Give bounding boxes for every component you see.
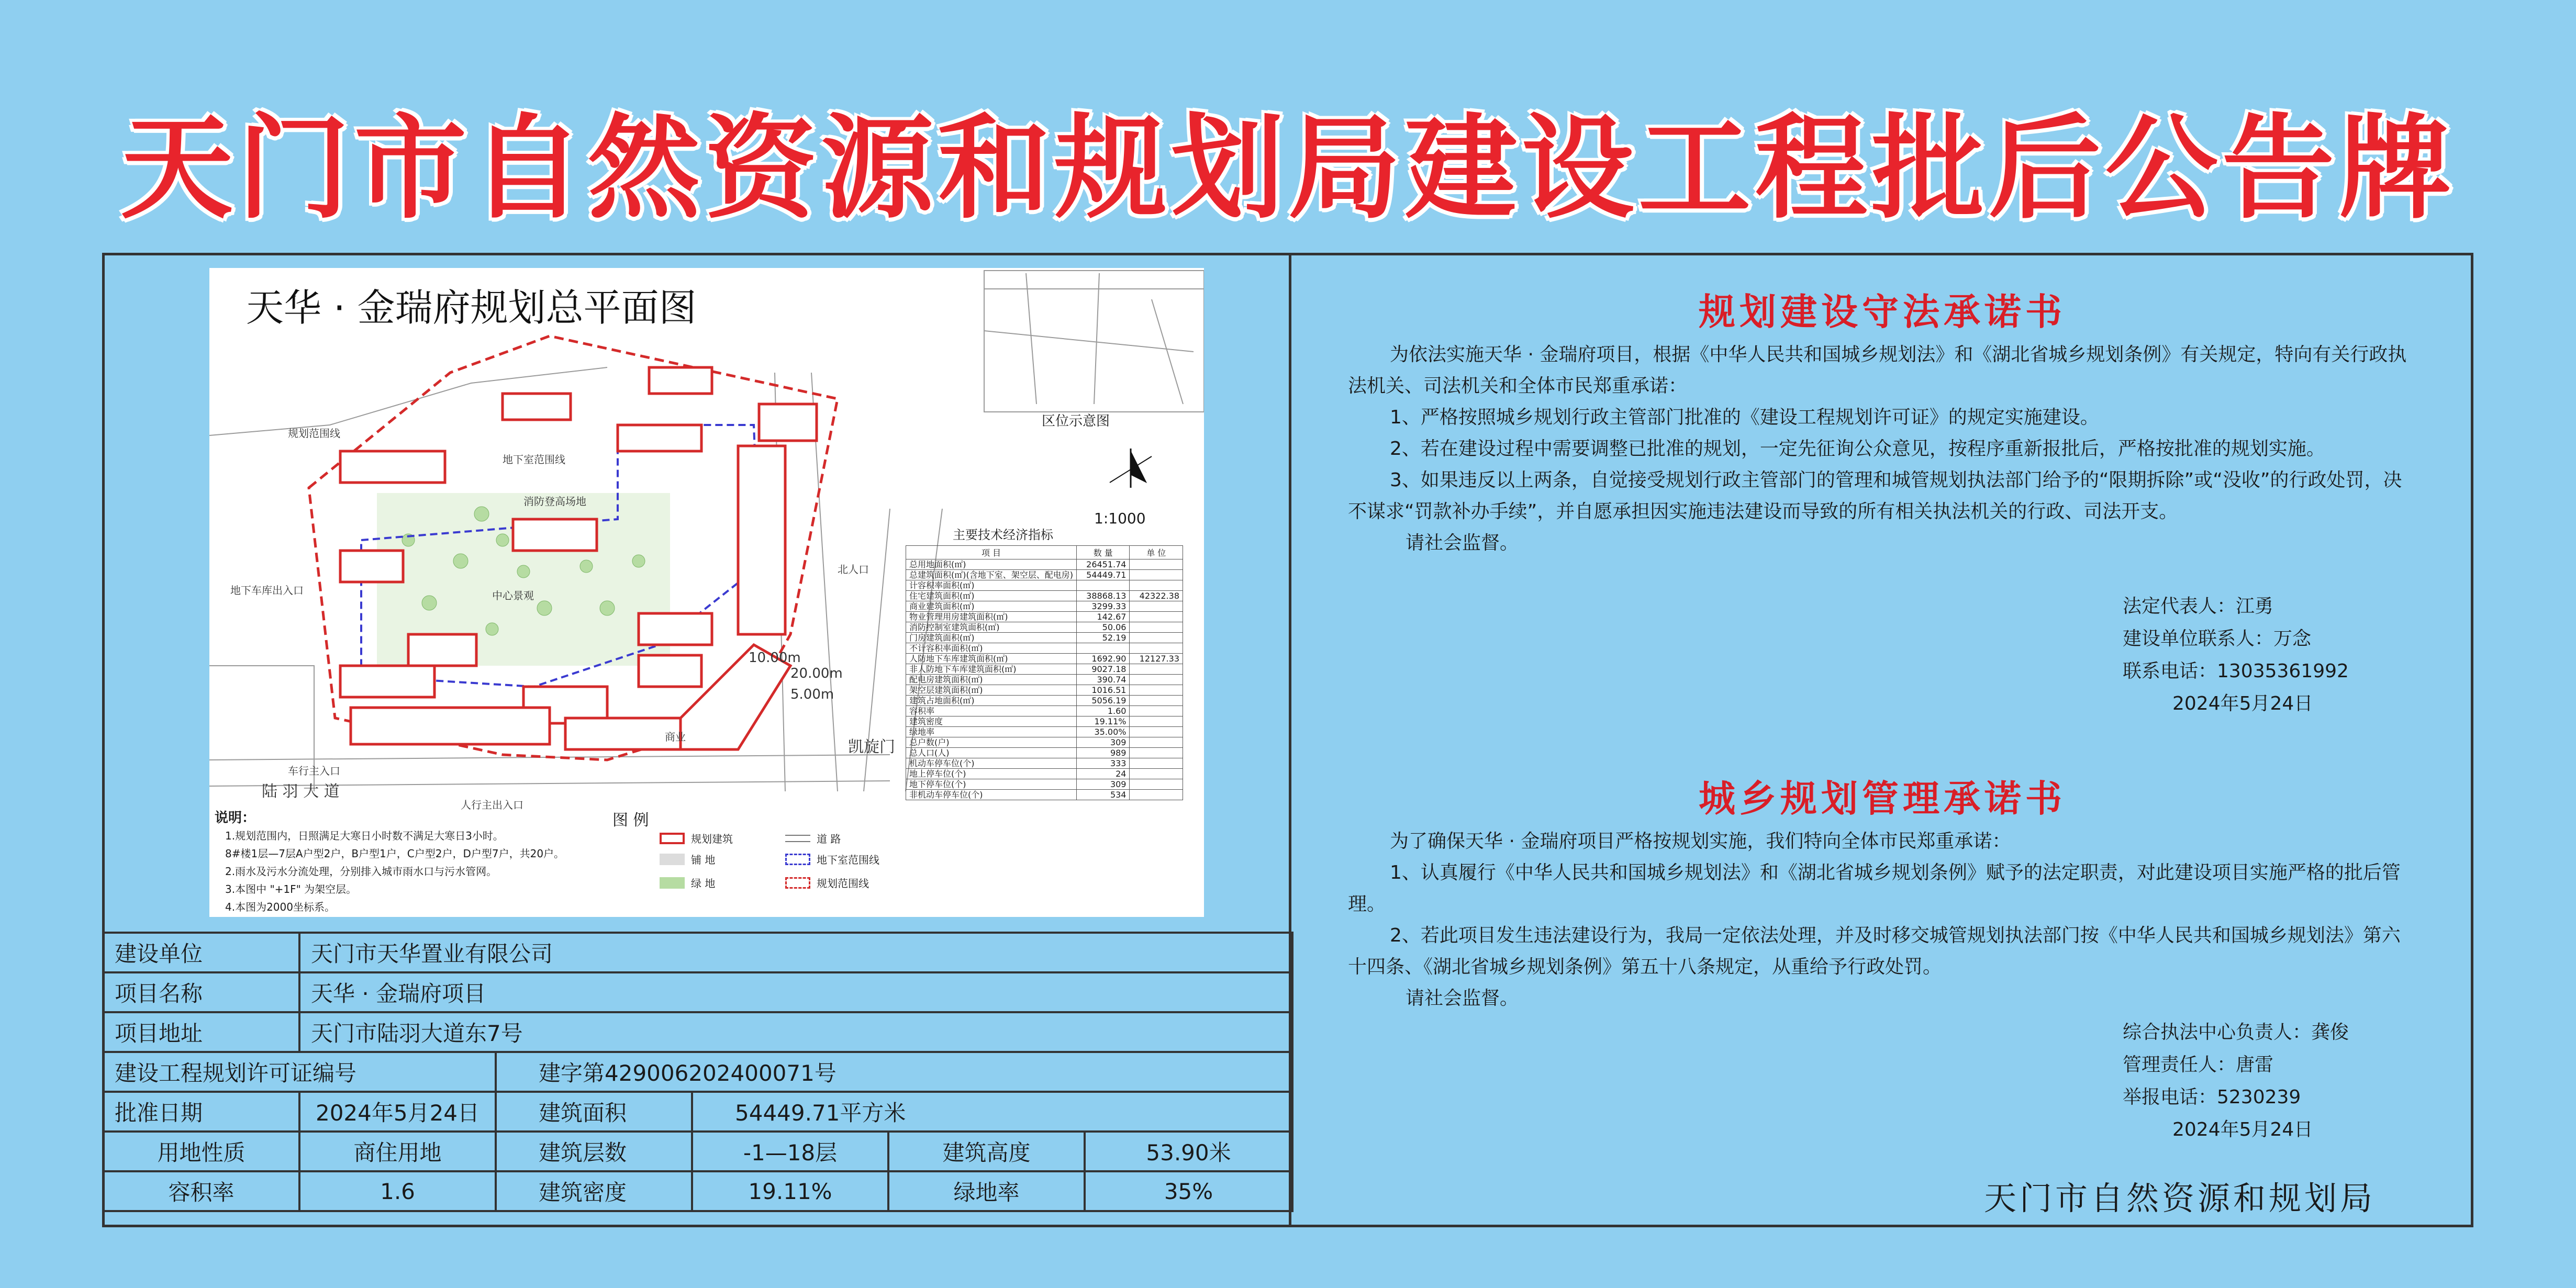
legend-item — [660, 875, 715, 890]
tree — [474, 507, 489, 521]
econ-table-row — [906, 559, 1183, 570]
info-label: 建设单位 — [103, 933, 299, 972]
econ-table-cell: 390.74 — [1076, 675, 1130, 685]
info-label: 建筑层数 — [496, 1132, 692, 1171]
legend-label: 规划范围线 — [817, 877, 869, 890]
master-plan-drawing — [209, 268, 1204, 917]
econ-table-cell — [1130, 622, 1183, 633]
pledge2-title: 城乡规划管理承诺书 — [1699, 777, 2066, 820]
econ-table-cell: 24 — [1076, 769, 1130, 779]
pledge2-paragraph: 1、认真履行《中华人民共和国城乡规划法》和《湖北省城乡规划条例》赋予的法定职责，对此建设项目实施严格的批后管理。 — [1348, 862, 2401, 915]
econ-table-row — [906, 633, 1183, 643]
econ-table-row — [906, 748, 1183, 758]
econ-table-cell: 52.19 — [1076, 633, 1130, 643]
econ-table-cell — [1130, 769, 1183, 779]
econ-table-cell: 54449.71 — [1076, 570, 1130, 580]
pledge1-sign-line: 联系电话：13035361992 — [2123, 660, 2349, 682]
note-item: 3.本图中 "+1F" 为架空层。 — [225, 883, 357, 895]
tree — [580, 560, 593, 573]
plan-label-luyu-road: 陆 羽 大 道 — [262, 782, 340, 801]
econ-table-cell: 不计容积率面积(㎡) — [906, 643, 1077, 654]
pledge1-paragraph: 请社会监督。 — [1406, 532, 1519, 554]
building — [340, 551, 403, 582]
legend-label: 地下室范围线 — [817, 854, 879, 866]
info-row-use — [103, 1132, 1292, 1171]
pledge1-paragraph: 2、若在建设过程中需要调整已批准的规划，一定先征询公众意见，按程序重新报批后，严格按批准的规划实施。 — [1390, 438, 2325, 460]
info-value-permit: 建字第429006202400071号 — [496, 1052, 1292, 1092]
econ-table-cell: 12127.33 — [1130, 654, 1183, 664]
econ-table-cell: 建筑密度 — [906, 716, 1077, 727]
econ-table-row — [906, 685, 1183, 696]
econ-table-row — [906, 580, 1183, 591]
info-value-builder: 天门市天华置业有限公司 — [299, 933, 1292, 972]
building — [649, 367, 712, 394]
plan-title: 天华 · 金瑞府规划总平面图 — [246, 286, 697, 330]
info-row-date — [103, 1092, 1292, 1132]
econ-table-row — [906, 570, 1183, 580]
building — [565, 718, 681, 749]
note-item: 8#楼1层—7层A户型2户，B户型1户，C户型2户，D户型7户，共20户。 — [225, 847, 565, 860]
project-info-table — [102, 932, 1293, 1212]
info-label: 批准日期 — [103, 1092, 299, 1132]
legend-road-swatch — [785, 835, 810, 842]
plan-label-planning: 规划范围线 — [288, 427, 340, 440]
note-item: 4.本图为2000坐标系。 — [225, 901, 335, 913]
plan-label-car-entry: 车行主入口 — [288, 765, 340, 777]
econ-table-cell: 534 — [1076, 790, 1130, 800]
legend-label: 铺 地 — [691, 854, 716, 866]
econ-table-cell: 地上停车位(个) — [906, 769, 1077, 779]
econ-table-cell: 人防地下车库建筑面积(㎡) — [906, 654, 1077, 664]
econ-header-cell: 数 量 — [1076, 546, 1130, 559]
econ-table-cell: 绿地率 — [906, 727, 1077, 737]
econ-table-cell: 333 — [1076, 758, 1130, 769]
tree — [422, 596, 437, 610]
legend-underground-swatch — [785, 854, 810, 865]
econ-table-cell — [1130, 758, 1183, 769]
econ-table-cell: 9027.18 — [1076, 664, 1130, 675]
econ-table-row — [906, 696, 1183, 706]
econ-table-cell: 50.06 — [1076, 622, 1130, 633]
econ-table-cell: 机动车停车位(个) — [906, 758, 1077, 769]
econ-table-cell: 总户数(户) — [906, 737, 1077, 748]
pledge1-sign-line: 法定代表人：江勇 — [2123, 596, 2274, 617]
pledge1-signature — [2123, 590, 2349, 720]
info-row-permit — [103, 1052, 1292, 1092]
building — [408, 634, 476, 666]
notes-list — [225, 827, 564, 916]
tree — [496, 534, 509, 546]
authority-name: 天门市自然资源和规划局 — [1984, 1179, 2376, 1217]
info-value-green: 35% — [1085, 1171, 1292, 1211]
econ-table-cell: 物业管理用房建筑面积(㎡) — [906, 612, 1077, 622]
tree — [486, 623, 498, 635]
econ-table-cell: 消防控制室建筑面积(㎡) — [906, 622, 1077, 633]
pledge1-paragraph: 3、如果违反以上两条，自觉接受规划行政主管部门的管理和城管规划执法部门给予的“限期拆除”或“没收”的行政处罚，决不谋求“罚款补办手续”，并自愿承担因实施违法建设而导致的所有相关执法机关的行政、司法开支。 — [1348, 469, 2402, 522]
pledge1-paragraph: 1、严格按照城乡规划行政主管部门批准的《建设工程规划许可证》的规定实施建设。 — [1390, 407, 2099, 428]
econ-table-cell — [1076, 643, 1130, 654]
econ-table-body — [906, 559, 1183, 800]
plan-label-dim-10: 10.00m — [749, 650, 801, 666]
info-value-density: 19.11% — [692, 1171, 888, 1211]
building — [618, 425, 701, 451]
econ-table-row — [906, 675, 1183, 685]
econ-header-cell: 单 位 — [1130, 546, 1183, 559]
econ-table-cell — [1130, 612, 1183, 622]
building — [513, 519, 597, 551]
econ-table-cell: 计容积率面积(㎡) — [906, 580, 1077, 591]
legend-planning-swatch — [785, 877, 810, 889]
econ-table-cell: 35.00% — [1076, 727, 1130, 737]
econ-header-cell: 项 目 — [906, 546, 1077, 559]
econ-table-row — [906, 612, 1183, 622]
econ-table-cell — [1130, 643, 1183, 654]
econ-table-cell: 1692.90 — [1076, 654, 1130, 664]
econ-table-cell — [1130, 748, 1183, 758]
info-label: 建筑密度 — [496, 1171, 692, 1211]
legend-label: 绿 地 — [691, 877, 716, 890]
tree — [600, 601, 615, 615]
building — [759, 404, 817, 441]
econ-table-cell: 配电房建筑面积(㎡) — [906, 675, 1077, 685]
econ-table-cell: 309 — [1076, 737, 1130, 748]
pledge2-sign-line: 管理责任人：唐雷 — [2123, 1054, 2274, 1076]
econ-table-cell — [1130, 716, 1183, 727]
building — [351, 708, 550, 744]
legend-item — [660, 852, 715, 867]
info-value-far: 1.6 — [299, 1171, 496, 1211]
econ-table-row — [906, 716, 1183, 727]
econ-table-cell — [1130, 696, 1183, 706]
econ-table-row — [906, 727, 1183, 737]
econ-table-cell: 总建筑面积(㎡)(含地下室、架空层、配电房) — [906, 570, 1077, 580]
info-value-height: 53.90米 — [1085, 1132, 1292, 1171]
plan-label-dim-5: 5.00m — [790, 687, 834, 702]
pledge2-signature — [2123, 1016, 2349, 1146]
pledge2-paragraph: 请社会监督。 — [1406, 988, 1519, 1009]
plan-scale: 1:1000 — [1094, 510, 1146, 527]
info-label: 项目名称 — [103, 972, 299, 1012]
econ-table-row — [906, 643, 1183, 654]
econ-table-cell: 19.11% — [1076, 716, 1130, 727]
pledge1-sign-line: 建设单位联系人：万念 — [2123, 628, 2312, 649]
info-label: 绿地率 — [888, 1171, 1085, 1211]
econ-table-cell: 商业建筑面积(㎡) — [906, 601, 1077, 612]
info-value-address: 天门市陆羽大道东7号 — [299, 1012, 1292, 1052]
econ-table-cell: 42322.38 — [1130, 591, 1183, 601]
north-arrow-icon — [1110, 449, 1152, 488]
building — [340, 666, 434, 697]
building — [503, 394, 571, 420]
legend-item — [785, 852, 879, 867]
econ-table-cell — [1130, 601, 1183, 612]
plan-label-fire: 消防登高场地 — [523, 495, 586, 508]
pledge2-body — [1348, 826, 2416, 1014]
econ-table-cell: 地下停车位(个) — [906, 779, 1077, 790]
tree — [517, 565, 530, 578]
location-map-street — [984, 273, 1204, 404]
econ-table-cell: 38868.13 — [1076, 591, 1130, 601]
note-item: 2.雨水及污水分流处理，分别排入城市雨水口与污水管网。 — [225, 865, 497, 878]
pledge2-sign-line: 综合执法中心负责人：龚俊 — [2123, 1022, 2349, 1043]
tree — [453, 554, 468, 568]
plan-label-walk-entry: 人行主出入口 — [461, 799, 523, 811]
plan-label-kaixuan: 凯旋门 — [848, 738, 895, 756]
econ-table-cell — [1130, 727, 1183, 737]
info-label: 用地性质 — [103, 1132, 299, 1171]
econ-table-cell — [1130, 685, 1183, 696]
info-label: 容积率 — [103, 1171, 299, 1211]
info-label: 项目地址 — [103, 1012, 299, 1052]
note-item: 1.规划范围内，日照满足大寒日小时数不满足大寒日3小时。 — [225, 830, 504, 842]
building — [639, 655, 701, 687]
info-value-area: 54449.71平方米 — [692, 1092, 1292, 1132]
info-value-project: 天华 · 金瑞府项目 — [299, 972, 1292, 1012]
pledge1-paragraph: 为依法实施天华 · 金瑞府项目，根据《中华人民共和国城乡规划法》和《湖北省城乡规划条例》有关规定，特向有关行政执法机关、司法机关和全体市民郑重承诺： — [1348, 344, 2407, 397]
econ-table-cell: 架空层建筑面积(㎡) — [906, 685, 1077, 696]
econ-table-cell — [1130, 580, 1183, 591]
plan-label-center: 中心景观 — [492, 589, 534, 602]
econ-table-title: 主要技术经济指标 — [953, 528, 1053, 542]
econ-table-cell — [1130, 675, 1183, 685]
econ-table-row — [906, 769, 1183, 779]
building — [340, 451, 445, 483]
econ-table-header — [906, 546, 1183, 559]
econ-table-row — [906, 758, 1183, 769]
econ-table-row — [906, 779, 1183, 790]
econ-table-row — [906, 706, 1183, 716]
building — [738, 446, 785, 634]
legend-title: 图 例 — [612, 811, 649, 830]
econ-table-cell — [1130, 664, 1183, 675]
legend-paving-swatch — [660, 854, 685, 865]
econ-table-row — [906, 591, 1183, 601]
pledge1-sign-date: 2024年5月24日 — [2172, 693, 2313, 714]
econ-table-row — [906, 622, 1183, 633]
econ-table-cell: 989 — [1076, 748, 1130, 758]
board-title: 天门市自然资源和规划局建设工程批后公告牌 — [120, 103, 2456, 234]
info-value-date: 2024年5月24日 — [299, 1092, 496, 1132]
legend-label: 规划建筑 — [691, 833, 733, 845]
info-row-far — [103, 1171, 1292, 1211]
plan-label-commerce: 商业 — [665, 731, 686, 743]
econ-table-cell: 总用地面积(㎡) — [906, 559, 1077, 570]
econ-table-cell: 建筑占地面积(㎡) — [906, 696, 1077, 706]
pledge1-title: 规划建设守法承诺书 — [1699, 290, 2066, 333]
notes-title: 说明： — [215, 810, 256, 826]
plan-label-underground-entry: 地下车库出入口 — [230, 584, 304, 597]
info-label: 建筑高度 — [888, 1132, 1085, 1171]
econ-table-row — [906, 790, 1183, 800]
plan-label-dim-20: 20.00m — [790, 666, 843, 681]
pledge2-sign-date: 2024年5月24日 — [2172, 1119, 2313, 1140]
econ-table-cell: 住宅建筑面积(㎡) — [906, 591, 1077, 601]
legend-item — [785, 831, 841, 846]
info-value-floors: -1—18层 — [692, 1132, 888, 1171]
tree — [632, 555, 645, 567]
pledge2-paragraph: 为了确保天华 · 金瑞府项目严格按规划实施，我们特向全体市民郑重承诺： — [1390, 831, 2011, 852]
econ-table-row — [906, 654, 1183, 664]
econ-table-cell — [1130, 779, 1183, 790]
legend-green-swatch — [660, 877, 685, 889]
info-row-builder — [103, 933, 1292, 972]
econ-table-cell: 1016.51 — [1076, 685, 1130, 696]
econ-table-cell — [1130, 633, 1183, 643]
econ-table-cell — [1130, 737, 1183, 748]
econ-table-cell: 1.60 — [1076, 706, 1130, 716]
econ-table-cell — [1130, 706, 1183, 716]
plan-label-north-entry: 北人口 — [838, 563, 869, 576]
econ-table-cell: 总人口(人) — [906, 748, 1077, 758]
info-row-project — [103, 972, 1292, 1012]
pledge2-sign-line: 举报电话：5230239 — [2123, 1087, 2301, 1108]
legend-item — [785, 875, 869, 890]
info-label: 建筑面积 — [496, 1092, 692, 1132]
legend-label: 道 路 — [817, 833, 841, 845]
info-label: 建设工程规划许可证编号 — [103, 1052, 496, 1092]
building — [639, 613, 712, 645]
econ-table-row — [906, 737, 1183, 748]
econ-table — [906, 545, 1183, 800]
tree — [537, 601, 552, 615]
econ-table-cell: 142.67 — [1076, 612, 1130, 622]
econ-table-cell: 3299.33 — [1076, 601, 1130, 612]
pledge1-body — [1348, 339, 2416, 559]
econ-table-cell — [1130, 559, 1183, 570]
legend-building-swatch — [660, 833, 685, 844]
legend-item — [660, 831, 733, 846]
econ-table-cell: 26451.74 — [1076, 559, 1130, 570]
plan-label-underground: 地下室范围线 — [503, 453, 565, 466]
econ-table-cell: 非人防地下车库建筑面积(㎡) — [906, 664, 1077, 675]
econ-table-cell: 309 — [1076, 779, 1130, 790]
econ-table-row — [906, 664, 1183, 675]
econ-table-cell: 容积率 — [906, 706, 1077, 716]
location-map-title: 区位示意图 — [1042, 413, 1110, 429]
econ-table-cell — [1130, 790, 1183, 800]
info-value-use: 商住用地 — [299, 1132, 496, 1171]
pledge2-paragraph: 2、若此项目发生违法建设行为，我局一定依法处理，并及时移交城管规划执法部门按《中华人民共和国城乡规划法》第六十四条、《湖北省城乡规划条例》第五十八条规定，从重给予行政处罚。 — [1348, 925, 2401, 978]
econ-table-cell — [1130, 570, 1183, 580]
econ-table-cell — [1076, 580, 1130, 591]
econ-table-cell: 非机动车停车位(个) — [906, 790, 1077, 800]
econ-table-cell: 5056.19 — [1076, 696, 1130, 706]
econ-table-row — [906, 601, 1183, 612]
info-row-address — [103, 1012, 1292, 1052]
econ-table-cell: 门房建筑面积(㎡) — [906, 633, 1077, 643]
